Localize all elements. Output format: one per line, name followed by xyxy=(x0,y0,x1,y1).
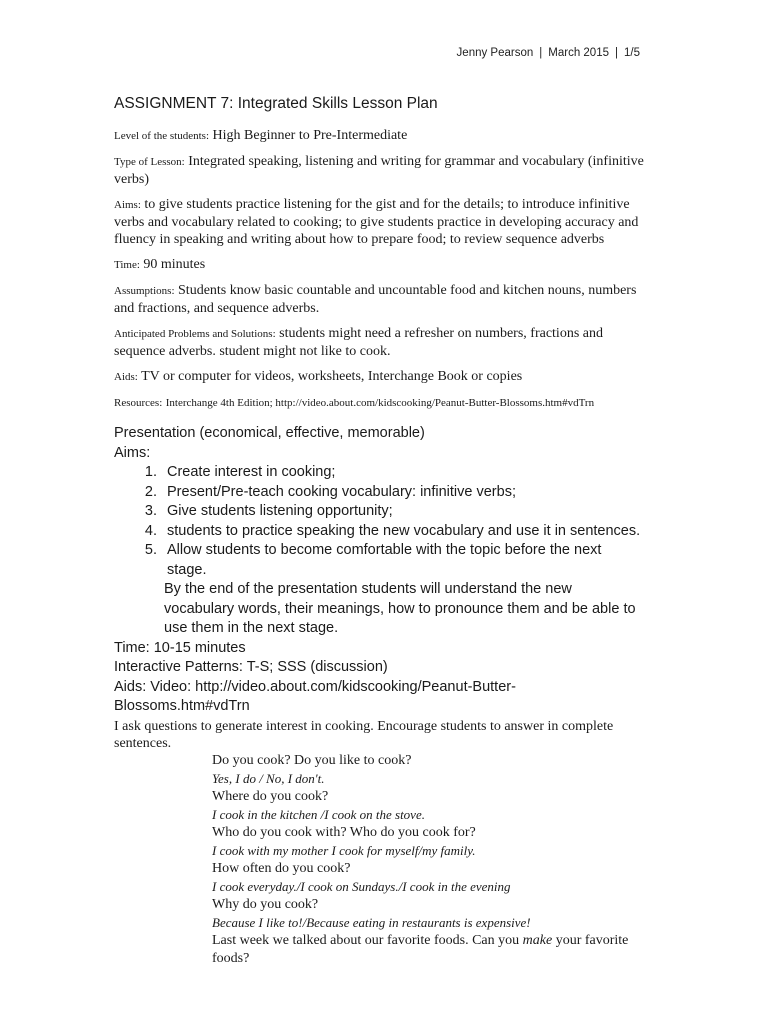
header-author: Jenny Pearson xyxy=(456,47,534,59)
document-title: ASSIGNMENT 7: Integrated Skills Lesson Plan xyxy=(114,95,438,112)
closing-text-before: Last week we talked about our favorite foods. Can you xyxy=(212,932,523,948)
field-level xyxy=(114,127,644,145)
dialogue-answer: I cook with my mother I cook for myself/my family. xyxy=(212,842,476,858)
list-item: 3. Give students listening opportunity; xyxy=(161,502,644,522)
field-label: Resources: xyxy=(114,397,163,409)
header-separator: | xyxy=(615,47,618,59)
dialogue-question: Where do you cook? xyxy=(212,788,329,804)
field-type-of-lesson xyxy=(114,153,644,188)
field-label: Anticipated Problems and Solutions: xyxy=(114,328,276,340)
field-value: High Beginner to Pre-Intermediate xyxy=(212,128,408,143)
field-value: TV or computer for videos, worksheets, Interchange Book or copies xyxy=(141,369,523,384)
closing-question xyxy=(212,932,644,968)
aims-list xyxy=(114,463,644,580)
presentation-aids: Aids: Video: http://video.about.com/kidscooking/Peanut-Butter-Blossoms.htm#vdTrn xyxy=(114,678,516,714)
field-anticipated-problems xyxy=(114,325,644,360)
closing-emphasis: make xyxy=(522,932,553,948)
intro-paragraph: I ask questions to generate interest in cooking. Encourage students to answer in complete sentences. xyxy=(114,718,614,751)
dialogue-answer: I cook in the kitchen /I cook on the stove. xyxy=(212,806,425,822)
field-value: 90 minutes xyxy=(143,257,206,272)
field-label: Assumptions: xyxy=(114,285,175,297)
aims-label: Aims: xyxy=(114,444,151,461)
field-value: students might need a refresher on numbers, fractions and sequence adverbs. student might not like to cook. xyxy=(114,326,603,359)
dialogue-answer: I cook everyday./I cook on Sundays./I cook in the evening xyxy=(212,878,511,894)
list-item: 1. Create interest in cooking; xyxy=(161,463,644,483)
header-separator: | xyxy=(539,47,543,59)
field-time xyxy=(114,256,644,274)
header-page-number: 1/5 xyxy=(624,47,640,59)
dialogue-question: How often do you cook? xyxy=(212,860,351,876)
list-item: 5. Allow students to become comfortable with the topic before the next stage. xyxy=(161,541,644,580)
field-assumptions xyxy=(114,282,644,317)
presentation-time: Time: 10-15 minutes xyxy=(114,639,246,656)
field-value: Interchange 4th Edition; http://video.about.com/kidscooking/Peanut-Butter-Blossoms.htm#vdTrn xyxy=(165,397,595,409)
closing-text-after: your favorite foods? xyxy=(212,932,629,966)
dialogue-question: Why do you cook? xyxy=(212,896,319,912)
dialogue-question: Who do you cook with? Who do you cook for? xyxy=(212,824,476,840)
field-label: Aids: xyxy=(114,371,138,383)
dialogue-answer: Because I like to!/Because eating in restaurants is expensive! xyxy=(212,914,531,930)
field-label: Level of the students: xyxy=(114,130,210,142)
field-aids xyxy=(114,368,644,386)
field-value: to give students practice listening for the gist and for the details; to introduce infinitive verbs and vocabulary related to cooking; to give students practice in developing accuracy and fluency in speaking and writing about how to prepare food; to review sequence adverbs xyxy=(114,197,639,247)
dialogue-question: Do you cook? Do you like to cook? xyxy=(212,752,412,768)
field-label: Type of Lesson: xyxy=(114,156,185,168)
list-item: 4. students to practice speaking the new vocabulary and use it in sentences. xyxy=(161,522,644,542)
list-item: 2. Present/Pre-teach cooking vocabulary: infinitive verbs; xyxy=(161,483,644,503)
presentation-patterns: Interactive Patterns: T-S; SSS (discussion) xyxy=(114,659,388,675)
field-label: Time: xyxy=(114,259,140,271)
header-date: March 2015 xyxy=(548,47,609,59)
presentation-heading: Presentation (economical, effective, memorable) xyxy=(114,425,425,441)
page-header xyxy=(457,47,640,59)
presentation-section xyxy=(114,424,644,717)
document-body xyxy=(114,95,644,968)
field-value: Students know basic countable and uncountable food and kitchen nouns, numbers and fractions, and sequence adverbs. xyxy=(114,283,637,316)
aims-note: By the end of the presentation students will understand the new vocabulary words, their meanings, how to pronounce them and be able to use them in the next stage. xyxy=(164,581,636,636)
field-resources xyxy=(114,394,644,412)
dialogue-answer: Yes, I do / No, I don't. xyxy=(212,770,325,786)
field-label: Aims: xyxy=(114,199,141,211)
dialogue-block xyxy=(212,752,644,968)
field-aims xyxy=(114,196,644,248)
field-value: Integrated speaking, listening and writing for grammar and vocabulary (infinitive verbs) xyxy=(114,154,644,187)
